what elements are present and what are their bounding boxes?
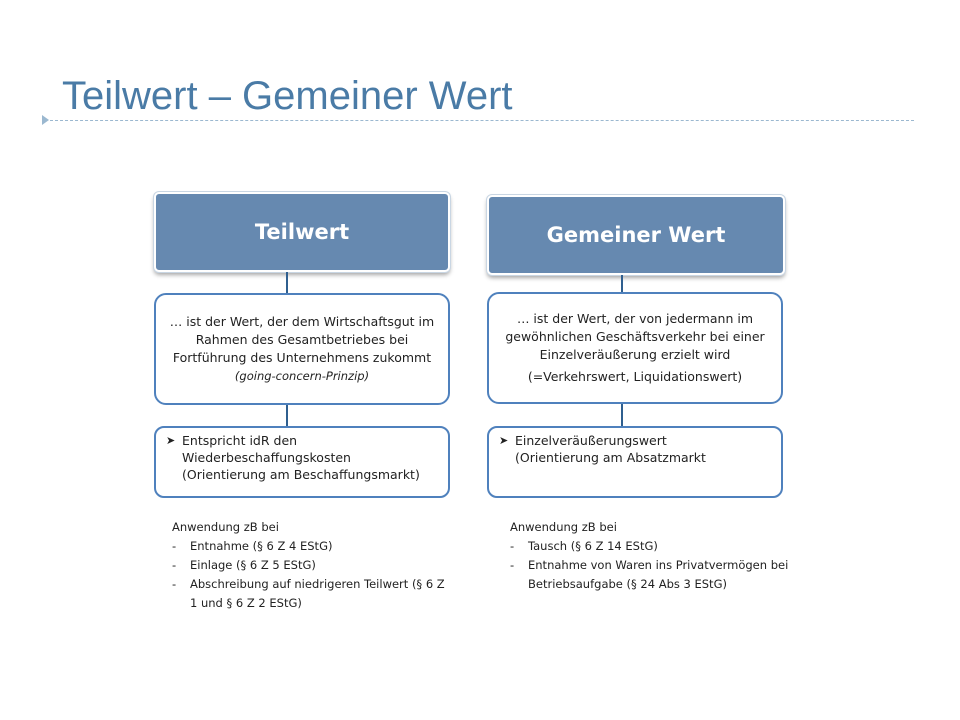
teilwert-application-list [172,518,454,613]
teilwert-bullet-box [154,426,450,498]
gemeiner-wert-definition-line-3: Einzelveräußerung erzielt wird [539,347,731,362]
teilwert-application-item-2: Einlage (§ 6 Z 5 EStG) [190,558,316,572]
arrow-bullet-icon: ➤ [166,434,176,447]
gemeiner-wert-definition-box [487,292,783,404]
teilwert-connector-2 [286,405,288,427]
gemeiner-wert-application-item-2: Entnahme von Waren ins Privatvermögen bei Betriebsaufgabe (§ 24 Abs 3 EStG) [528,558,789,591]
gemeiner-wert-definition-line-1: … ist der Wert, der von jedermann im [516,311,754,326]
page-title: Teilwert – Gemeiner Wert [62,74,513,118]
gemeiner-wert-application-list [510,518,790,594]
gemeiner-wert-definition-note: (=Verkehrswert, Liquidationswert) [527,369,743,384]
title-accent-marker [42,115,49,125]
teilwert-definition-line-1: … ist der Wert, der dem Wirtschaftsgut im [169,314,435,329]
teilwert-definition-line-2: Rahmen des Gesamtbetriebes bei [195,332,409,347]
list-item: - Abschreibung auf niedrigeren Teilwert (§ 6 Z 1 und § 6 Z 2 EStG) [172,575,454,613]
teilwert-bullet-text: Entspricht idR den Wiederbeschaffungskosten (Orientierung am Beschaffungsmarkt) [182,433,420,482]
gemeiner-wert-bullet-item [499,432,771,466]
teilwert-header-label: Teilwert [254,220,350,244]
gemeiner-wert-application-item-1: Tausch (§ 6 Z 14 EStG) [528,539,658,553]
teilwert-connector-1 [286,272,288,294]
list-item: - Entnahme von Waren ins Privatvermögen bei Betriebsaufgabe (§ 24 Abs 3 EStG) [510,556,790,594]
teilwert-header [154,192,450,272]
teilwert-definition-line-3: Fortführung des Unternehmens zukommt [172,350,432,365]
gemeiner-wert-bullet-box [487,426,783,498]
gemeiner-wert-header-label: Gemeiner Wert [546,223,726,247]
teilwert-bullet-item [166,432,438,483]
gemeiner-wert-header [487,195,785,275]
teilwert-definition-box [154,293,450,405]
gemeiner-wert-application-heading: Anwendung zB bei [510,520,617,534]
teilwert-application-item-3: Abschreibung auf niedrigeren Teilwert (§ 6 Z 1 und § 6 Z 2 EStG) [190,577,445,610]
gemeiner-wert-definition-line-2: gewöhnlichen Geschäftsverkehr bei einer [505,329,765,344]
gemeiner-wert-connector-1 [621,275,623,293]
list-item: - Entnahme (§ 6 Z 4 EStG) [172,537,454,556]
list-item: - Einlage (§ 6 Z 5 EStG) [172,556,454,575]
teilwert-application-heading: Anwendung zB bei [172,520,279,534]
list-item: - Tausch (§ 6 Z 14 EStG) [510,537,790,556]
teilwert-application-item-1: Entnahme (§ 6 Z 4 EStG) [190,539,333,553]
teilwert-definition-note: (going-concern-Prinzip) [234,369,370,383]
arrow-bullet-icon: ➤ [499,434,509,447]
gemeiner-wert-connector-2 [621,404,623,427]
title-divider [50,120,914,121]
gemeiner-wert-bullet-text: Einzelveräußerungswert (Orientierung am Absatzmarkt [515,433,706,465]
